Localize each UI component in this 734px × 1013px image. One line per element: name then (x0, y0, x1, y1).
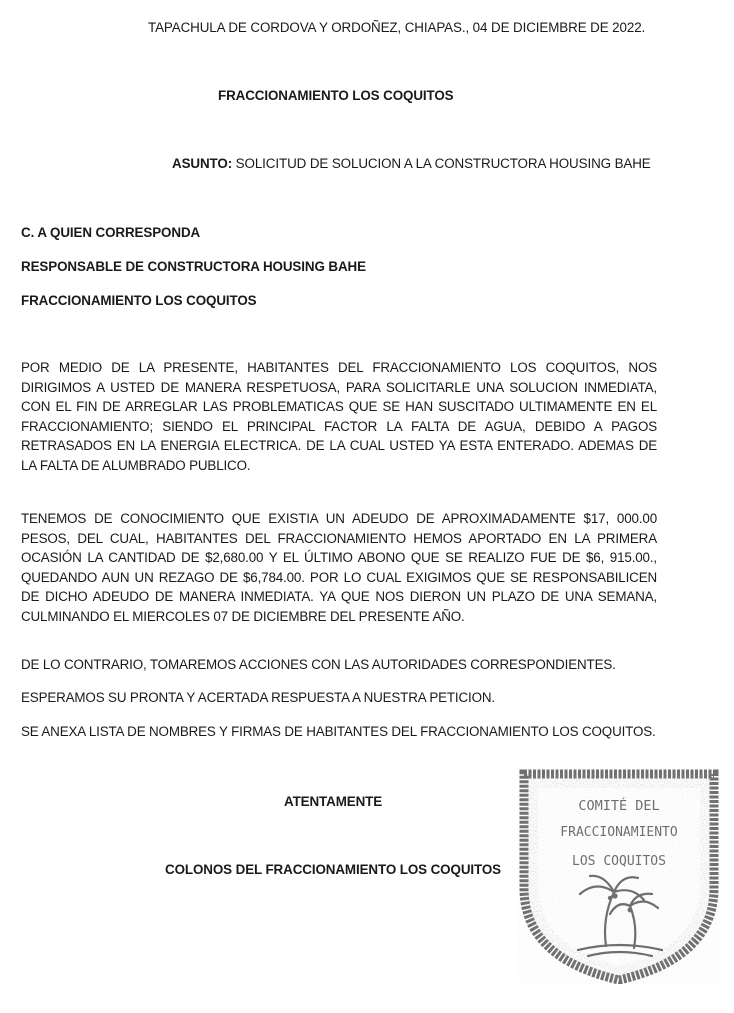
signature-block: COLONOS DEL FRACCIONAMIENTO LOS COQUITOS (165, 862, 501, 877)
place-and-date: TAPACHULA DE CORDOVA Y ORDOÑEZ, CHIAPAS., 04 DE DICIEMBRE DE 2022. (148, 20, 646, 35)
seal-text-3: LOS COQUITOS (572, 854, 666, 869)
subject-line (172, 156, 651, 171)
seal-text-2: FRACCIONAMIENTO (560, 825, 678, 840)
recipient-line-2: RESPONSABLE DE CONSTRUCTORA HOUSING BAHE (21, 259, 366, 274)
body-paragraph-5: SE ANEXA LISTA DE NOMBRES Y FIRMAS DE HABITANTES DEL FRACCIONAMIENTO LOS COQUITOS. (21, 724, 656, 739)
committee-seal (518, 768, 720, 984)
body-paragraph-3: DE LO CONTRARIO, TOMAREMOS ACCIONES CON LAS AUTORIDADES CORRESPONDIENTES. (21, 657, 616, 672)
body-paragraph-2: TENEMOS DE CONOCIMIENTO QUE EXISTIA UN ADEUDO DE APROXIMADAMENTE $17, 000.00 PESOS, DEL CUAL, HABITANTES DEL FRACCIONAMIENTO HEMOS APORTADO EN LA PRIMERA OCASIÓN LA CANTIDAD DE $2,680.00 Y EL ÚLTIMO ABONO QUE SE REALIZO FUE DE $6, 915.00., QUEDANDO AUN UN REZAGO DE $6,784.00. POR LO CUAL EXIGIMOS QUE SE RESPONSABILICEN DE DICHO ADEUDO DE MANERA INMEDIATA. YA QUE NOS DIERON UN PLAZO DE UNA SEMANA, CULMINANDO EL MIERCOLES 07 DE DICIEMBRE DEL PRESENTE AÑO. (21, 511, 657, 624)
seal-text-1: COMITÉ DEL (578, 798, 660, 814)
letter-heading: FRACCIONAMIENTO LOS COQUITOS (218, 88, 454, 103)
body-paragraph-4: ESPERAMOS SU PRONTA Y ACERTADA RESPUESTA A NUESTRA PETICION. (21, 690, 495, 705)
subject-text: SOLICITUD DE SOLUCION A LA CONSTRUCTORA HOUSING BAHE (232, 156, 651, 171)
body-paragraph-1: POR MEDIO DE LA PRESENTE, HABITANTES DEL FRACCIONAMIENTO LOS COQUITOS, NOS DIRIGIMOS A USTED DE MANERA RESPETUOSA, PARA SOLICITARLE UNA SOLUCION INMEDIATA, CON EL FIN DE ARREGLAR LAS PROBLEMATICAS QUE SE HAN SUSCITADO ULTIMAMENTE EN EL FRACCIONAMIENTO; SIENDO EL PRINCIPAL FACTOR LA FALTA DE AGUA, DEBIDO A PAGOS RETRASADOS EN LA ENERGIA ELECTRICA. DE LA CUAL USTED YA ESTA ENTERADO. ADEMAS DE LA FALTA DE ALUMBRADO PUBLICO. (21, 360, 657, 473)
recipient-line-3: FRACCIONAMIENTO LOS COQUITOS (21, 293, 257, 308)
closing: ATENTAMENTE (284, 794, 383, 809)
subject-label: ASUNTO: (172, 156, 233, 171)
recipient-line-1: C. A QUIEN CORRESPONDA (21, 225, 201, 240)
